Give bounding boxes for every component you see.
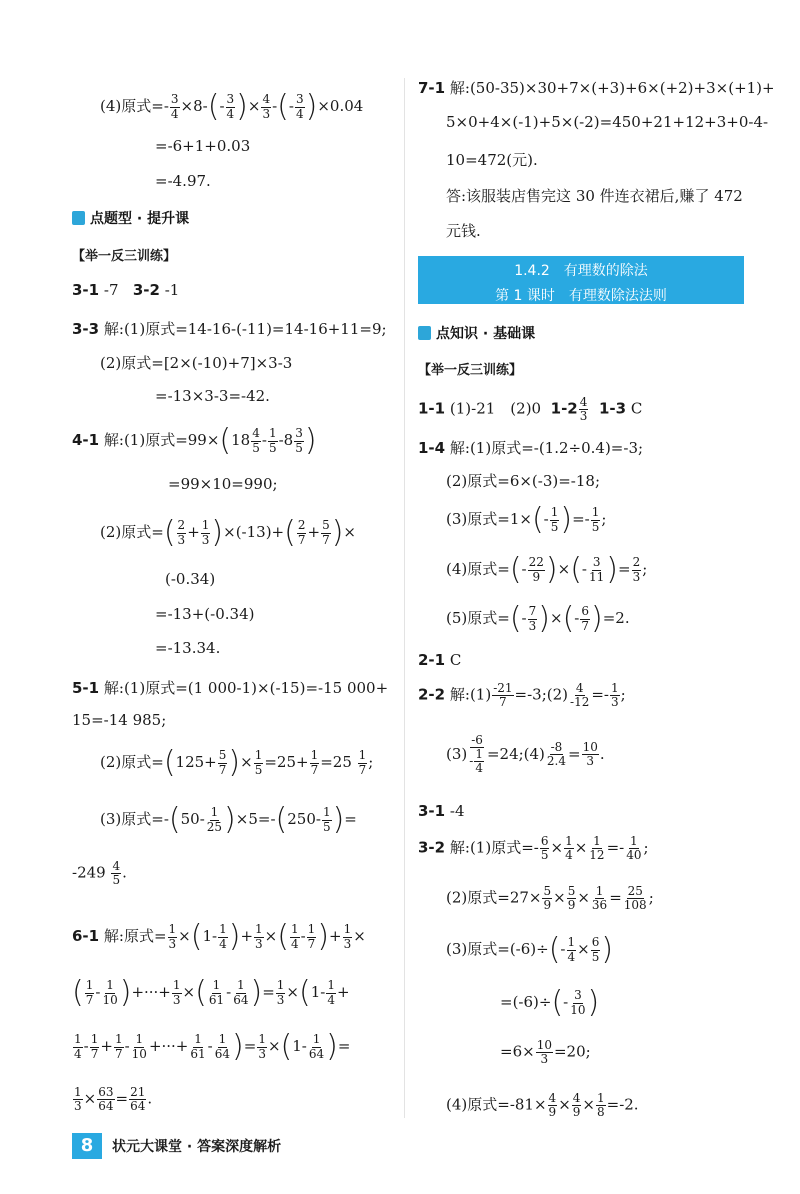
answer-3-3-line3: =-13×3-3=-42. <box>155 387 270 405</box>
answer-3-2-line2: (2)原式=27× $\frac{5}{9}$ × $\frac{5}{9}$ × $\frac{1}{36}$ = $\frac{25}{108}$ ; <box>446 884 654 913</box>
footer-title: 状元大课堂 · 答案深度解析 <box>112 1139 282 1155</box>
answer-7-1-line2: 5×0+4×(-1)+5×(-2)=450+21+12+3+0-4- <box>446 113 769 131</box>
section-title-tixing: 点题型 · 提升课 <box>72 208 189 228</box>
answer-2-1: 2-1 C <box>418 651 462 669</box>
answer-4-1-line5: =-13+(-0.34) <box>155 605 255 623</box>
answer-7-1-line5: 元钱. <box>446 222 481 240</box>
answer-6-1-line4: $\frac{1}{3}$ × $\frac{63}{64}$ = $\frac{21}{64}$ . <box>74 1085 153 1114</box>
lesson-banner <box>418 256 744 304</box>
answer-3-2-line4: =(-6)÷(- $\frac{3}{10}$ ) <box>500 985 600 1020</box>
answer-6-1-line2: ( $\frac{1}{7}$ - $\frac{1}{10}$ )+···+ $\frac{1}{3}$ ×( $\frac{1}{61}$ - $\frac{1}{64}$ )= $\frac{1}{3}$ ×(1- $\frac{1}{4}$ + <box>72 975 350 1010</box>
bracket-heading-right: 【举一反三训练】 <box>418 363 523 378</box>
answer-2-2-line1: 2-2 解:(1) $\frac{-21}{7}$ =-3;(2) $\frac{4}{-12}$ =- $\frac{1}{3}$ ; <box>418 681 626 710</box>
left-eq-4-line3: =-4.97. <box>155 172 211 190</box>
answer-3-1-right: 3-1 -4 <box>418 802 465 820</box>
answer-1-4-line5: (5)原式=(- $\frac{7}{3}$ )×(- $\frac{6}{7}$ )=2. <box>446 601 630 636</box>
answer-5-1-line2: 15=-14 985; <box>72 711 167 729</box>
answer-3-2-line3: (3)原式=(-6)÷(- $\frac{1}{4}$ × $\frac{6}{5}$ ) <box>446 932 614 967</box>
lesson-banner-lesson: 第 1 课时 有理数除法法则 <box>495 288 667 304</box>
answer-1-4-line1: 1-4 解:(1)原式=-(1.2÷0.4)=-3; <box>418 439 644 457</box>
answer-3-2-line1: 3-2 解:(1)原式=- $\frac{6}{5}$ × $\frac{1}{4}$ × $\frac{1}{12}$ =- $\frac{1}{40}$ ; <box>418 834 649 863</box>
answer-4-1-line6: =-13.34. <box>155 639 221 657</box>
answer-6-1-line3: $\frac{1}{4}$ - $\frac{1}{7}$ + $\frac{1}{7}$ - $\frac{1}{10}$ +···+ $\frac{1}{61}$ - $\frac{1}{64}$ )= $\frac{1}{3}$ ×(1- $\frac{1}{64}$ )= <box>74 1029 351 1064</box>
left-eq-4-line1: (4)原式=- $\frac{3}{4}$ ×8-(- $\frac{3}{4}$ )× $\frac{4}{3}$ -(- $\frac{3}{4}$ )×0.04 <box>100 89 364 124</box>
answer-5-1-line3: (2)原式=(125+ $\frac{5}{7}$ )× $\frac{1}{5}$ =25+ $\frac{1}{7}$ =25 $\frac{1}{7}$ ; <box>100 745 374 780</box>
answer-6-1-line1: 6-1 解:原式= $\frac{1}{3}$ ×(1- $\frac{1}{4}$ )+ $\frac{1}{3}$ ×( $\frac{1}{4}$ - $\frac{1}{7}$ )+ $\frac{1}{3}$ × <box>72 919 366 954</box>
answer-4-1-line2: =99×10=990; <box>168 475 278 493</box>
answer-3-2-line6: (4)原式=-81× $\frac{4}{9}$ × $\frac{4}{9}$ × $\frac{1}{8}$ =-2. <box>446 1091 639 1120</box>
answer-3-1-3-2: 3-1 -7 3-2 -1 <box>72 281 180 299</box>
section-title-zhishi: 点知识 · 基础课 <box>418 323 535 343</box>
answer-3-3-line1: 3-3 解:(1)原式=14-16-(-11)=14-16+11=9; <box>72 320 387 338</box>
answer-1-1-1-3: 1-1 (1)-21 (2)0 1-2 $\frac{4}{3}$ 1-3 C <box>418 395 643 424</box>
answer-5-1-line1: 5-1 解:(1)原式=(1 000-1)×(-15)=-15 000+ <box>72 679 389 697</box>
answer-2-2-line2: (3) -6 - $\frac{1}{4}$ =24;(4) $\frac{-8}{2.4}$ = $\frac{10}{3}$ . <box>446 733 605 776</box>
page-number: 8 <box>72 1133 102 1159</box>
lesson-banner-section: 1.4.2 有理数的除法 <box>514 263 648 279</box>
answer-7-1-line1: 7-1 解:(50-35)×30+7×(+3)+6×(+2)+3×(+1)+ <box>418 79 775 97</box>
book-icon <box>72 211 85 225</box>
answer-1-4-line2: (2)原式=6×(-3)=-18; <box>446 472 601 490</box>
answer-7-1-line3: 10=472(元). <box>446 151 538 169</box>
answer-7-1-line4: 答:该服装店售完这 30 件连衣裙后,赚了 472 <box>446 187 743 205</box>
answer-5-1-line5: -249 $\frac{4}{5}$ . <box>72 859 127 888</box>
answer-4-1-line4: (-0.34) <box>165 570 216 588</box>
answer-3-3-line2: (2)原式=[2×(-10)+7]×3-3 <box>100 354 293 372</box>
answer-1-4-line4: (4)原式=(- $\frac{22}{9}$ )×(- $\frac{3}{11}$ )= $\frac{2}{3}$ ; <box>446 552 648 587</box>
bracket-heading-left: 【举一反三训练】 <box>72 249 177 264</box>
answer-1-4-line3: (3)原式=1×(- $\frac{1}{5}$ )=- $\frac{1}{5}$ ; <box>446 502 607 537</box>
book-icon <box>418 326 431 340</box>
answer-3-2-line5: =6× $\frac{10}{3}$ =20; <box>500 1038 591 1067</box>
answer-5-1-line4: (3)原式=-(50- $\frac{1}{25}$ )×5=-(250- $\frac{1}{5}$ )= <box>100 802 357 837</box>
answer-4-1-line3: (2)原式=( $\frac{2}{3}$ + $\frac{1}{3}$ )×(-13)+( $\frac{2}{7}$ + $\frac{5}{7}$ )× <box>100 515 356 550</box>
left-eq-4-line2: =-6+1+0.03 <box>155 137 251 155</box>
answer-4-1-line1: 4-1 解:(1)原式=99×(18 $\frac{4}{5}$ - $\frac{1}{5}$ -8 $\frac{3}{5}$ ) <box>72 423 317 458</box>
column-divider <box>404 78 405 1118</box>
